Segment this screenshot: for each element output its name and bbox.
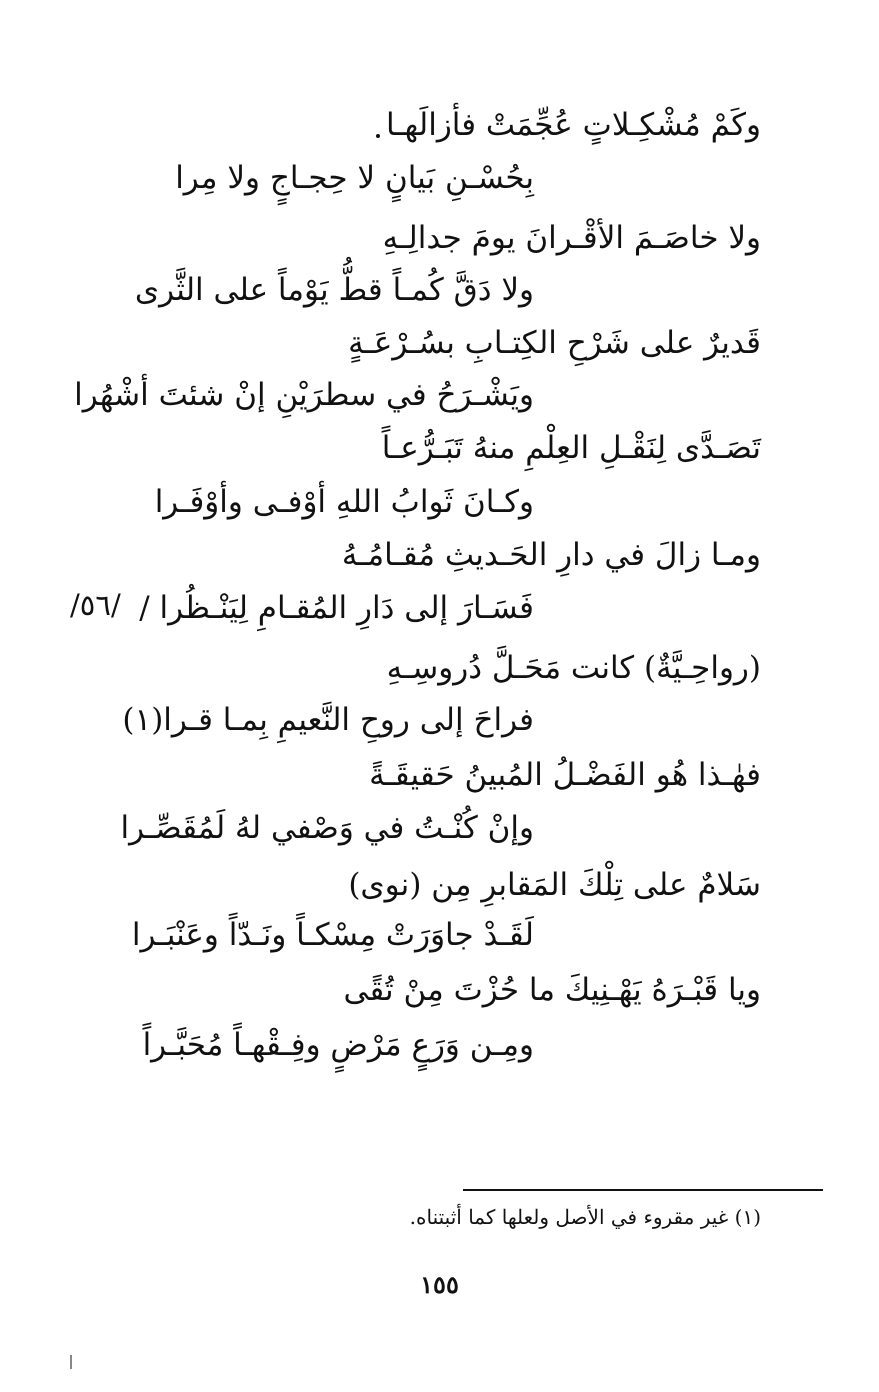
verse-1-second-hemistich: بِحُسْـنِ بَيانٍ لا حِجـاجٍ ولا مِرا [175,160,534,196]
verse-5-first-hemistich: ومـا زالَ في دارِ الحَـديثِ مُقـامُـهُ [341,537,761,573]
verse-5-second-hemistich: فَسَـارَ إلى دَارِ المُقـامِ لِيَنْـظُرا / [139,590,534,626]
page-number: ١٥٥ [420,1270,459,1299]
verse-3-first-hemistich: قَديرٌ على شَرْحِ الكِتـابِ بسُـرْعَـةٍ [348,325,761,361]
verse-2-first-hemistich: ولا خاصَـمَ الأقْـرانَ يومَ جدالِـهِ [382,220,761,256]
verse-6-first-hemistich: (رواحِـيَّةٌ) كانت مَحَـلَّ دُروسِـهِ [386,650,761,686]
ink-dot [376,134,380,138]
verse-8-second-hemistich: لَقَـدْ جاوَرَتْ مِسْكـاً ونَـدّاً وعَنْبَـرا [131,917,534,953]
folio-marker: /٥٦/ [70,588,121,622]
verse-4-first-hemistich: تَصَـدَّى لِنَقْـلِ العِلْمِ منهُ تَبَـرُّعـاً [381,430,761,466]
footnote: (١) غير مقروء في الأصل ولعلها كما أثبتناه. [409,1205,761,1229]
verse-1-first-hemistich: وكَمْ مُشْكِـلاتٍ عُجِّمَتْ فأزالَهـا [385,107,761,143]
verse-8-first-hemistich: سَلامٌ على تِلْكَ المَقابرِ مِن (نوى) [348,867,761,903]
footnote-separator [463,1189,823,1191]
verse-4-second-hemistich: وكـانَ ثَوابُ اللهِ أوْفـى وأوْفَـرا [154,484,534,520]
verse-9-first-hemistich: ويا قَبْـرَهُ يَهْـنِيكَ ما حُزْتَ مِنْ تُقًى [343,972,761,1008]
verse-9-second-hemistich: ومِـن وَرَعٍ مَرْضٍ وفِـقْهـاً مُحَبَّـراً [142,1027,534,1063]
scan-speck [70,1355,72,1369]
verse-7-first-hemistich: فهٰـذا هُو الفَضْـلُ المُبينُ حَقيقَـةً [369,757,761,793]
verse-3-second-hemistich: ويَشْـرَحُ في سطرَيْنِ إنْ شئتَ أشْهُرا [74,377,534,413]
verse-6-second-hemistich: فراحَ إلى روحِ النَّعيمِ بِمـا قـرا(١) [122,702,534,738]
verse-7-second-hemistich: وإنْ كُنْـتُ في وَصْفي لهُ لَمُقَصِّـرا [120,810,534,846]
verse-2-second-hemistich: ولا دَقَّ كُمـاً قطُّ يَوْماً على الثَّرى [134,272,534,308]
